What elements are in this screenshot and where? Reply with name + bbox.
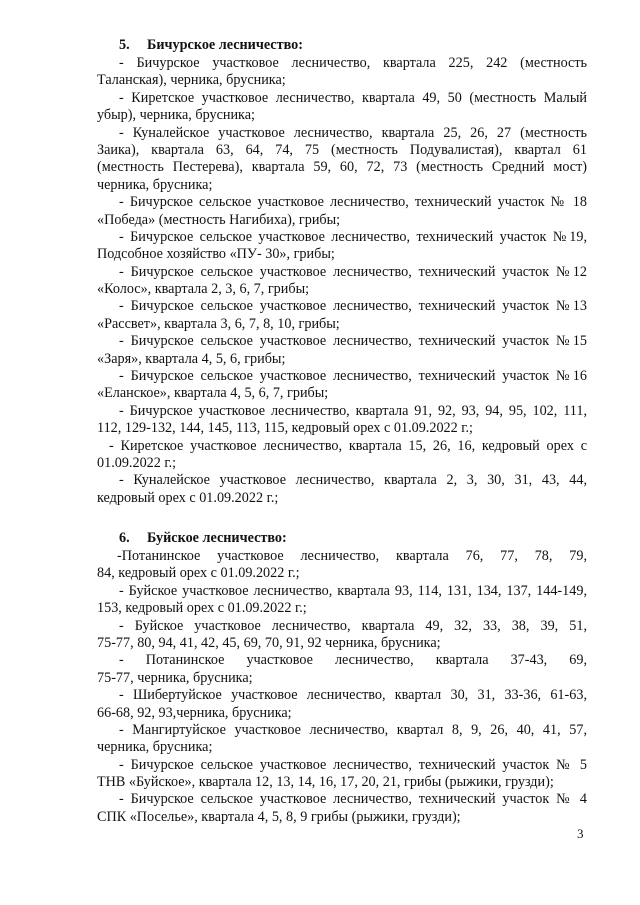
item-line: - Бичурское сельское участковое лесничество, технический участок № 18 [119, 194, 587, 211]
section-6-list [97, 548, 587, 826]
item-line: 153, кедровый орех с 01.09.2022 г.; [97, 600, 307, 617]
item-line: (местность Пестерева), квартала 59, 60, 72, 73 (местность Средний мост) [97, 159, 587, 176]
list-item [97, 791, 587, 826]
item-line: - Киретское участковое лесничество, квартала 15, 26, 16, кедровый орех с [109, 437, 587, 454]
page-number: 3 [577, 826, 584, 841]
item-line: Подсобное хозяйство «ПУ- 30», грибы; [97, 246, 335, 263]
list-item [97, 403, 587, 438]
item-line: Заика), квартала 63, 64, 74, 75 (местность Подувалистая), квартал 61 [97, 141, 587, 158]
item-line: 75-77, 80, 94, 41, 42, 45, 69, 70, 91, 92 черника, брусника; [97, 634, 441, 651]
item-line: - Бичурское сельское участковое лесничество, технический участок №15 [119, 333, 587, 350]
item-line: - Мангиртуйское участковое лесничество, квартал 8, 9, 26, 40, 41, 57, [119, 721, 587, 738]
section-number: 6. [119, 530, 130, 546]
item-line: черника, брусника; [97, 176, 213, 193]
item-line: убыр), черника, брусника; [97, 107, 255, 124]
item-line: 66-68, 92, 93,черника, брусника; [97, 704, 292, 721]
list-item [97, 264, 587, 299]
list-item [97, 722, 587, 757]
list-item [97, 55, 587, 90]
section-5-list [97, 55, 587, 507]
item-line: «Заря», квартала 4, 5, 6, грибы; [97, 350, 286, 367]
item-line: «Победа» (местность Нагибиха), грибы; [97, 211, 341, 228]
item-line: - Буйское участковое лесничество, квартала 49, 32, 33, 38, 39, 51, [119, 617, 587, 634]
list-item [97, 298, 587, 333]
list-item [97, 472, 587, 507]
item-line: - Бичурское участковое лесничество, квартала 225, 242 (местность [119, 55, 587, 71]
item-line: - Потанинское участковое лесничество, квартала 37-43, 69, [119, 652, 587, 669]
item-line: - Бичурское сельское участковое лесничество, технический участок №13 [119, 298, 587, 315]
item-line: - Киретское участковое лесничество, квартала 49, 50 (местность Малый [119, 89, 587, 106]
item-line: - Шибертуйское участковое лесничество, квартал 30, 31, 33-36, 61-63, [119, 687, 587, 704]
section-heading-6 [119, 530, 287, 547]
item-line: кедровый орех с 01.09.2022 г.; [97, 489, 279, 506]
item-line: - Бичурское сельское участковое лесничество, технический участок № 5 [119, 756, 587, 773]
list-item [97, 125, 587, 195]
item-line: «Рассвет», квартала 3, 6, 7, 8, 10, грибы; [97, 315, 340, 332]
section-heading-5 [119, 37, 303, 54]
list-item [97, 618, 587, 653]
item-line: «Еланское», квартала 4, 5, 6, 7, грибы; [97, 385, 329, 402]
item-line: 75-77, черника, брусника; [97, 669, 253, 686]
item-line: - Куналейское участковое лесничество, квартала 2, 3, 30, 31, 43, 44, [119, 472, 587, 489]
item-line: ТНВ «Буйское», квартала 12, 13, 14, 16, 17, 20, 21, грибы (рыжики, грузди); [97, 774, 554, 791]
section-number: 5. [119, 37, 130, 53]
item-line: - Куналейское участковое лесничество, квартала 25, 26, 27 (местность [119, 124, 587, 141]
item-line: - Бичурское сельское участковое лесничество, технический участок № 4 [119, 791, 587, 808]
item-line: СПК «Поселье», квартала 4, 5, 8, 9 грибы (рыжики, грузди); [97, 808, 461, 825]
list-item [97, 583, 587, 618]
list-item [97, 687, 587, 722]
section-title: Бичурское лесничество: [147, 37, 303, 53]
item-line: черника, брусника; [97, 739, 213, 756]
list-item [97, 90, 587, 125]
list-item [97, 229, 587, 264]
item-line: - Буйское участковое лесничество, квартала 93, 114, 131, 134, 137, 144-149, [119, 582, 587, 599]
item-line: -Потанинское участковое лесничество, квартала 76, 77, 78, 79, [117, 548, 587, 564]
item-line: Таланская), черника, брусника; [97, 72, 286, 89]
section-title: Буйское лесничество: [147, 530, 287, 546]
item-line: - Бичурское участковое лесничество, квартала 91, 92, 93, 94, 95, 102, 111, [119, 402, 587, 419]
item-line: - Бичурское сельское участковое лесничество, технический участок №12 [119, 263, 587, 280]
list-item [97, 194, 587, 229]
list-item [97, 438, 587, 473]
list-item [97, 368, 587, 403]
list-item [97, 652, 587, 687]
item-line: «Колос», квартала 2, 3, 6, 7, грибы; [97, 281, 310, 298]
item-line: 112, 129-132, 144, 145, 113, 115, кедровый орех с 01.09.2022 г.; [97, 420, 473, 437]
list-item [97, 757, 587, 792]
item-line: - Бичурское сельское участковое лесничество, технический участок №19, [119, 228, 587, 245]
item-line: - Бичурское сельское участковое лесничество, технический участок №16 [119, 368, 587, 385]
item-line: 01.09.2022 г.; [97, 454, 177, 471]
item-line: 84, кедровый орех с 01.09.2022 г.; [97, 565, 300, 582]
list-item [97, 333, 587, 368]
list-item [97, 548, 587, 583]
